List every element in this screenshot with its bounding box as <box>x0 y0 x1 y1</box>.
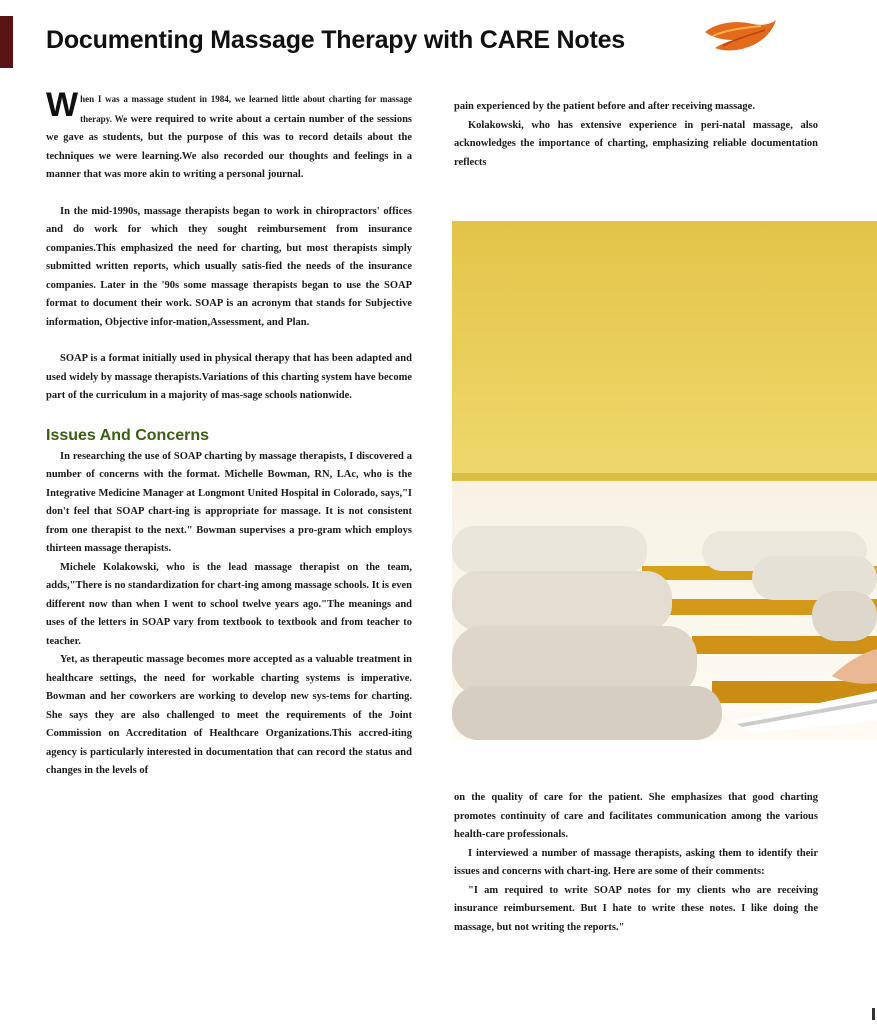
intro-rest: were required to write about a certain number of the sessions we gave as students, but the purpose of this was to record details about the techniques we were learning.We also recorded our thoughts and feelings in a manner that was more akin to writing a personal journal. <box>46 113 412 180</box>
paragraph-interviewed: I interviewed a number of massage therapists, asking them to identify their issues and concerns with chart-ing. Here are some of their comments: <box>454 847 818 877</box>
paragraph-kolakowski: Michele Kolakowski, who is the lead massage therapist on the team, adds,"There is no standardization for chart-ing among massage schools. It is even different now than when I went to school twelve years ago."The meanings and uses of the letters in SOAP vary from textbook to textbook and from teacher to teacher. <box>46 561 412 647</box>
right-column-top <box>454 98 818 172</box>
page-edge-mark <box>872 1008 875 1020</box>
right-column-bottom <box>454 789 818 937</box>
drop-cap: W <box>46 86 79 124</box>
accent-bar <box>0 16 13 68</box>
page-title: Documenting Massage Therapy with CARE Notes <box>46 26 625 54</box>
intro-paragraph <box>46 86 412 185</box>
paragraph-perinatal: Kolakowski, who has extensive experience in peri-natal massage, also acknowledges the importance of charting, emphasizing reliable documentation reflects <box>454 119 818 168</box>
left-column <box>46 86 412 781</box>
paragraph-pain: pain experienced by the patient before and after receiving massage. <box>454 101 755 112</box>
intro-first-line: hen I was a massage student in 1984, we learned little about charting for massage therapy. We <box>80 94 412 124</box>
paragraph-researching: In researching the use of SOAP charting by massage therapists, I discovered a number of concerns with the format. Michelle Bowman, RN, LAc, who is the Integrative Medicine Manager at Longmont United Hospital in Colorado, says,"I don't feel that SOAP chart-ing is appropriate for massage. It is not consistent from one therapist to the next." Bowman supervises a pro-gram which employs thirteen massage therapists. <box>46 450 412 554</box>
section-heading: Issues And Concerns <box>46 426 210 444</box>
paragraph-quality: on the quality of care for the patient. She emphasizes that good charting promotes continuity of care and facilitates communication among the various health-care professionals. <box>454 792 818 840</box>
classroom-chairs-photo <box>452 221 877 740</box>
autumn-leaf-icon <box>703 18 777 54</box>
paragraph-yet: Yet, as therapeutic massage becomes more accepted as a valuable treatment in healthcare settings, the need for workable charting systems is imperative. Bowman and her coworkers are working to develop new sys-tems for charting. She says they are also challenged to meet the requirements of the Joint Commission on Accreditation of Healthcare Organizations.This accred-iting agency is particularly interested in documentation that can record the status and changes in the levels of <box>46 654 412 776</box>
paragraph-soap-format: SOAP is a format initially used in physical therapy that has been adapted and used widely by massage therapists.Variations of this charting system have become part of the curriculum in a majority of mas-sage schools nationwide. <box>46 353 412 401</box>
paragraph-quote: "I am required to write SOAP notes for my clients who are receiving insurance reimbursement. But I hate to write these notes. I like doing the massage, but not writing the reports." <box>454 884 818 933</box>
paragraph-mid-1990s: In the mid-1990s, massage therapists began to work in chiropractors' offices and do work for which they sought reimbursement from insurance companies.This emphasized the need for charting, but most therapists simply submitted written reports, which usually satis-fied the needs of the insurance companies. Later in the '90s some massage therapists began to use the SOAP format to document their work. SOAP is an acronym that stands for Subjective information, Objective infor-mation,Assessment, and Plan. <box>46 205 412 328</box>
